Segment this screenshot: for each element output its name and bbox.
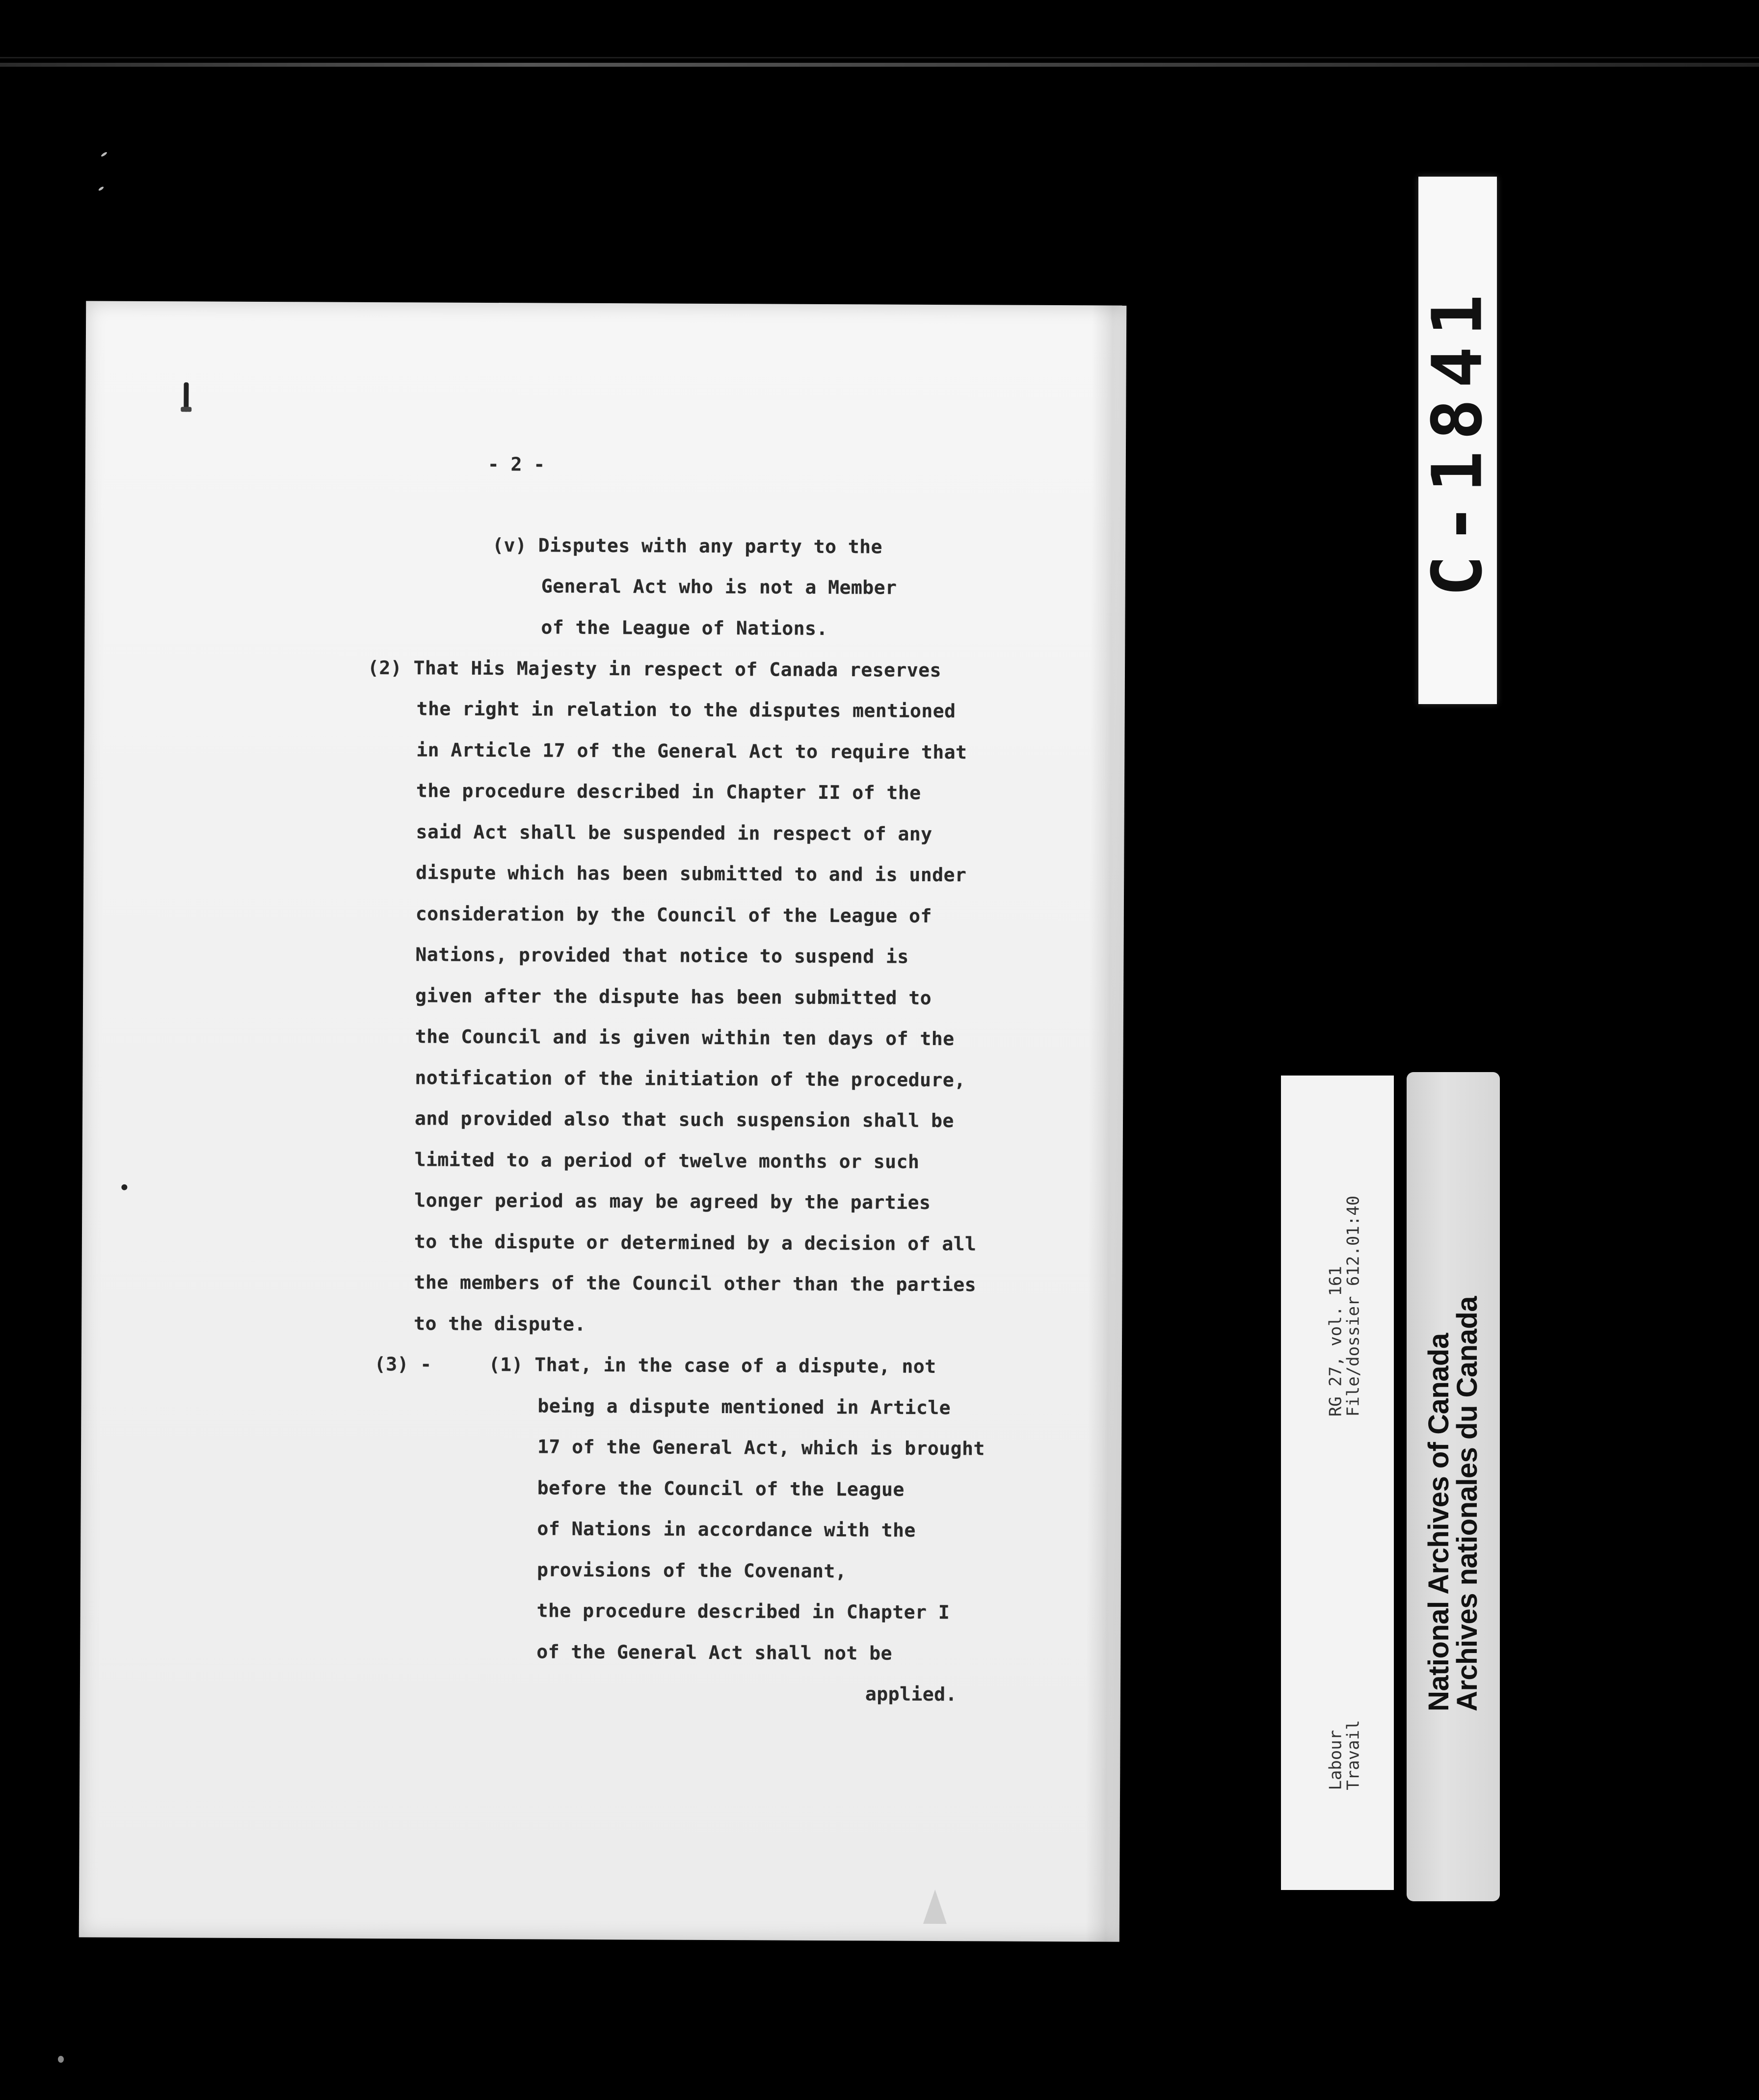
text-line: to the dispute. <box>414 1312 586 1335</box>
archive-label <box>1425 1296 1482 1711</box>
text-line: consideration by the Council of the League of <box>415 903 932 927</box>
text-line: given after the dispute has been submitted to <box>415 985 932 1009</box>
text-line: longer period as may be agreed by the parties <box>414 1189 931 1213</box>
text-line: dispute which has been submitted to and is under <box>416 862 967 886</box>
dust-speck <box>98 186 105 191</box>
reference-line: File/dossier 612.01:40 <box>1343 1195 1363 1417</box>
text-line: being a dispute mentioned in Article <box>537 1395 951 1419</box>
page-number: - 2 - <box>487 453 545 475</box>
archival-reference <box>1327 1196 1362 1417</box>
film-edge <box>0 63 1759 67</box>
text-line: the Council and is given within ten days of the <box>415 1025 955 1050</box>
text-line: said Act shall be suspended in respect of any <box>416 821 933 845</box>
text-line: (3) - <box>374 1353 432 1375</box>
text-line: (1) That, in the case of a dispute, not <box>488 1353 936 1377</box>
frame-number-label <box>1418 177 1497 704</box>
punch-mark <box>184 382 188 412</box>
text-line: before the Council of the League <box>537 1477 905 1500</box>
reference-line: RG 27, vol. 161 <box>1326 1266 1346 1417</box>
archive-label-card <box>1407 1072 1500 1901</box>
text-line: notification of the initiation of the procedure, <box>415 1067 966 1091</box>
text-line: Nations, provided that notice to suspend is <box>415 944 909 968</box>
department-label <box>1327 1720 1362 1790</box>
text-line: (v) Disputes with any party to the <box>492 534 883 558</box>
text-line: and provided also that such suspension shall be <box>414 1107 954 1132</box>
film-edge-line <box>0 57 1759 58</box>
text-line: 17 of the General Act, which is brought <box>537 1436 985 1460</box>
document-text <box>86 301 1126 1706</box>
reference-card <box>1281 1076 1394 1890</box>
text-line: in Article 17 of the General Act to require that <box>416 739 967 763</box>
text-line: the right in relation to the disputes mentioned <box>416 698 956 722</box>
text-line: applied. <box>865 1683 958 1706</box>
text-line: the procedure described in Chapter II of the <box>416 780 921 804</box>
text-line: to the dispute or determined by a decision of all <box>414 1231 977 1255</box>
archive-label-line: Archives nationales du Canada <box>1451 1296 1483 1712</box>
text-line: the members of the Council other than the parties <box>414 1271 977 1296</box>
text-line: General Act who is not a Member <box>541 575 897 599</box>
document-page <box>79 301 1127 1942</box>
text-line: provisions of the Covenant, <box>536 1559 847 1582</box>
dust-speck <box>101 151 107 157</box>
ink-dot <box>121 1184 127 1190</box>
text-line: the procedure described in Chapter I <box>536 1600 950 1624</box>
archive-label-line: National Archives of Canada <box>1423 1333 1455 1712</box>
department-line: Travail <box>1343 1720 1363 1790</box>
text-line: limited to a period of twelve months or such <box>414 1149 920 1173</box>
text-line: of Nations in accordance with the <box>537 1518 916 1541</box>
text-line: (2) That His Majesty in respect of Canada reserves <box>367 656 942 682</box>
dust-speck <box>58 2056 64 2063</box>
text-line: of the General Act shall not be <box>536 1641 893 1664</box>
frame-number: C-1841 <box>1417 284 1498 597</box>
page-tear <box>923 1890 947 1924</box>
text-line: of the League of Nations. <box>541 616 828 639</box>
department-line: Labour <box>1326 1730 1346 1790</box>
